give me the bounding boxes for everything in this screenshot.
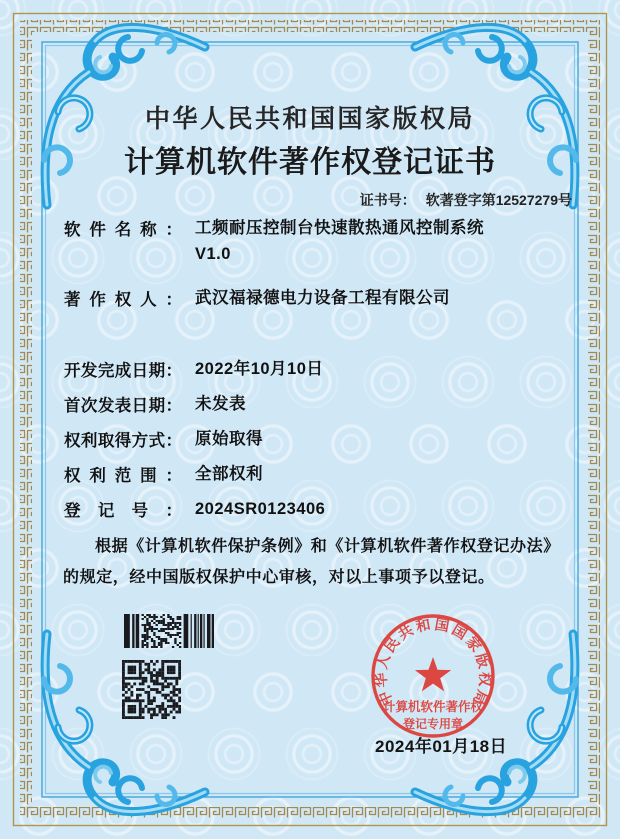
field-row-rights-acquisition: [64, 427, 263, 453]
certificate-number-value: 软著登字第12527279号: [425, 192, 572, 208]
field-value: [195, 216, 484, 267]
field-label: 权利范围：: [64, 467, 182, 485]
field-value: 全部权利: [195, 465, 263, 483]
field-row-software-name: [64, 216, 484, 267]
field-row-dev-complete-date: [64, 357, 323, 383]
field-value: 2022年10月10日: [195, 360, 324, 378]
field-label: 权利取得方式：: [64, 432, 182, 450]
seal-line2: 登记专用章: [402, 717, 464, 731]
field-label: 首次发表日期：: [64, 397, 182, 415]
certificate-title: 计算机软件著作权登记证书: [124, 146, 496, 179]
field-row-registration-number: [64, 497, 325, 523]
seal-line1: 计算机软件著作权: [382, 700, 484, 714]
certificate-number-label: 证书号：: [359, 192, 416, 208]
field-row-rights-scope: [64, 462, 263, 488]
field-value: 武汉福禄德电力设备工程有限公司: [195, 289, 450, 307]
barcode: [124, 614, 214, 648]
field-value: 2024SR0123406: [195, 500, 326, 518]
registration-statement: 根据《计算机软件保护条例》和《计算机软件著作权登记办法》的规定，经中国版权保护中心审核，对以上事项予以登记。: [63, 538, 560, 586]
field-value: 未发表: [195, 395, 246, 413]
field-row-first-publish-date: [64, 392, 246, 418]
software-name: 工频耐压控制台快速散热通风控制系统: [195, 219, 484, 237]
field-value: 原始取得: [195, 430, 263, 448]
seal-ring-text: 中华人民共和国国家版权局: [373, 617, 493, 708]
qr-code: [122, 660, 181, 719]
star-icon: [415, 657, 451, 691]
field-label: 软件名称：: [64, 221, 182, 239]
field-row-copyright-owner: [64, 286, 450, 312]
field-label: 登记号：: [64, 502, 182, 520]
field-label: 著作权人：: [64, 291, 182, 309]
field-label: 开发完成日期：: [64, 362, 182, 380]
certificate-number: [360, 190, 572, 210]
authority-name: 中华人民共和国国家版权局: [144, 106, 475, 133]
issue-date: 2024年01月18日: [375, 737, 508, 756]
software-version: V1.0: [195, 244, 231, 263]
